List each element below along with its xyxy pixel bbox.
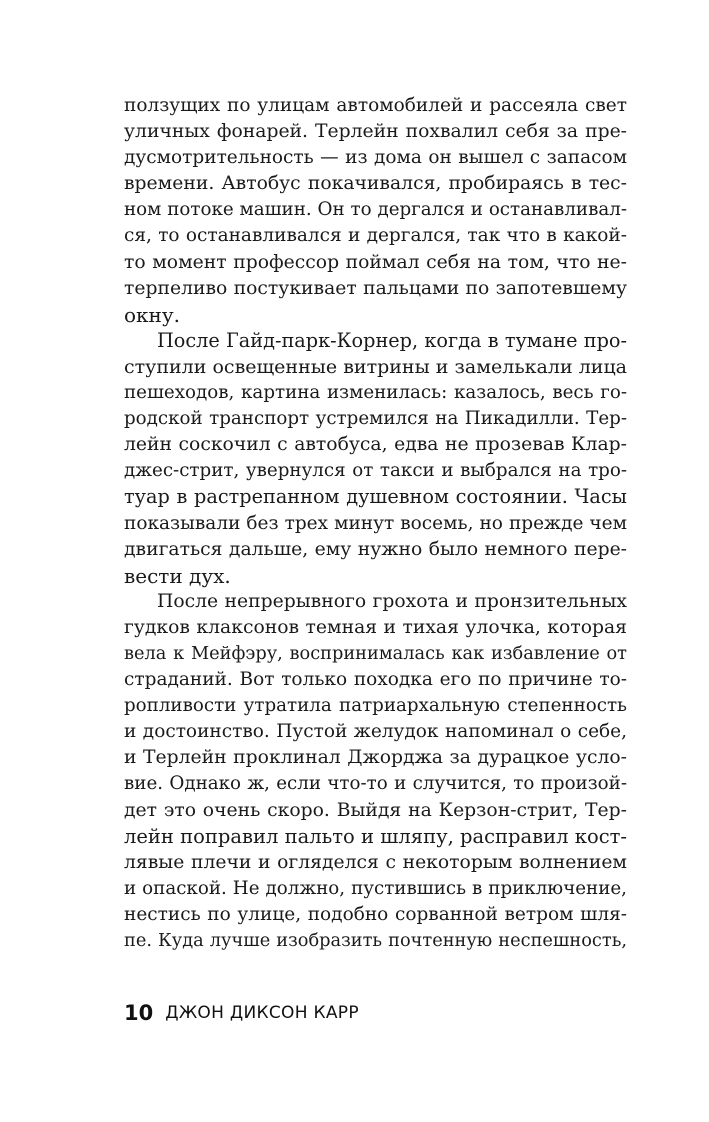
text-line: гудков клаксонов темная и тихая улочка, которая bbox=[124, 616, 627, 638]
text-line: ся, то останавливался и дергался, так что в какой- bbox=[124, 225, 627, 247]
text-line: и достоинство. Пустой желудок напоминал о себе, bbox=[124, 721, 627, 743]
text-line: времени. Автобус покачивался, пробираясь в тес- bbox=[124, 173, 627, 195]
text-line: ропливости утратила патриархальную степенность bbox=[124, 695, 627, 717]
text-line: дет это очень скоро. Выйдя на Керзон-стрит, Тер- bbox=[124, 799, 627, 821]
text-line: пешеходов, картина изменилась: казалось, весь го- bbox=[124, 382, 627, 404]
text-line: После Гайд-парк-Корнер, когда в тумане про- bbox=[157, 328, 627, 352]
text-line: уличных фонарей. Терлейн похвалил себя за пре- bbox=[124, 121, 627, 143]
text-line: показывали без трех минут восемь, но прежде чем bbox=[124, 512, 627, 534]
text-line: страданий. Вот только походка его по причине то- bbox=[124, 669, 627, 691]
text-line: окну. bbox=[124, 302, 180, 327]
paragraph bbox=[124, 589, 627, 954]
text-line: ступили освещенные витрины и замелькали лица bbox=[124, 355, 627, 378]
text-line: и Терлейн проклинал Джорджа за дурацкое усло- bbox=[124, 747, 627, 769]
page-footer bbox=[124, 1001, 359, 1025]
paragraph bbox=[124, 328, 627, 589]
text-line: дусмотрительность — из дома он вышел с запасом bbox=[124, 147, 627, 169]
text-line: После непрерывного грохота и пронзительных bbox=[157, 590, 627, 612]
page-number: 10 bbox=[124, 1001, 154, 1025]
paragraph bbox=[124, 93, 627, 328]
text-line: вести дух. bbox=[124, 563, 231, 588]
text-line: родской транспорт устремился на Пикадилли. Тер- bbox=[124, 408, 627, 430]
text-line: лейн поправил пальто и шляпу, расправил кост- bbox=[124, 824, 627, 848]
body-text bbox=[124, 93, 627, 954]
text-line: двигаться дальше, ему нужно было немного пере- bbox=[124, 538, 627, 560]
text-line: ном потоке машин. Он то дергался и останавливал- bbox=[124, 199, 627, 221]
text-line: лейн соскочил с автобуса, едва не прозевав Клар- bbox=[124, 434, 627, 456]
text-line: вела к Мейфэру, воспринималась как избавление от bbox=[124, 643, 627, 664]
text-line: нестись по улице, подобно сорванной ветром шля- bbox=[124, 903, 627, 925]
running-head-author: ДЖОН ДИКСОН КАРР bbox=[165, 1003, 359, 1023]
text-line: туар в растрепанном душевном состоянии. Часы bbox=[124, 485, 627, 509]
text-line: джес-стрит, увернулся от такси и выбрался на тро- bbox=[124, 460, 627, 482]
text-line: терпеливо постукивает пальцами по запотевшему bbox=[124, 277, 627, 299]
text-line: вие. Однако ж, если что-то и случится, то произой- bbox=[124, 773, 627, 795]
text-line: то момент профессор поймал себя на том, что не- bbox=[124, 251, 627, 273]
text-line: и опаской. Не должно, пустившись в приключение, bbox=[124, 877, 627, 899]
text-line: ползущих по улицам автомобилей и рассеяла свет bbox=[124, 95, 627, 116]
text-line: пе. Куда лучше изобразить почтенную неспешность, bbox=[124, 931, 627, 951]
text-line: лявые плечи и огляделся с некоторым волнением bbox=[124, 851, 627, 873]
